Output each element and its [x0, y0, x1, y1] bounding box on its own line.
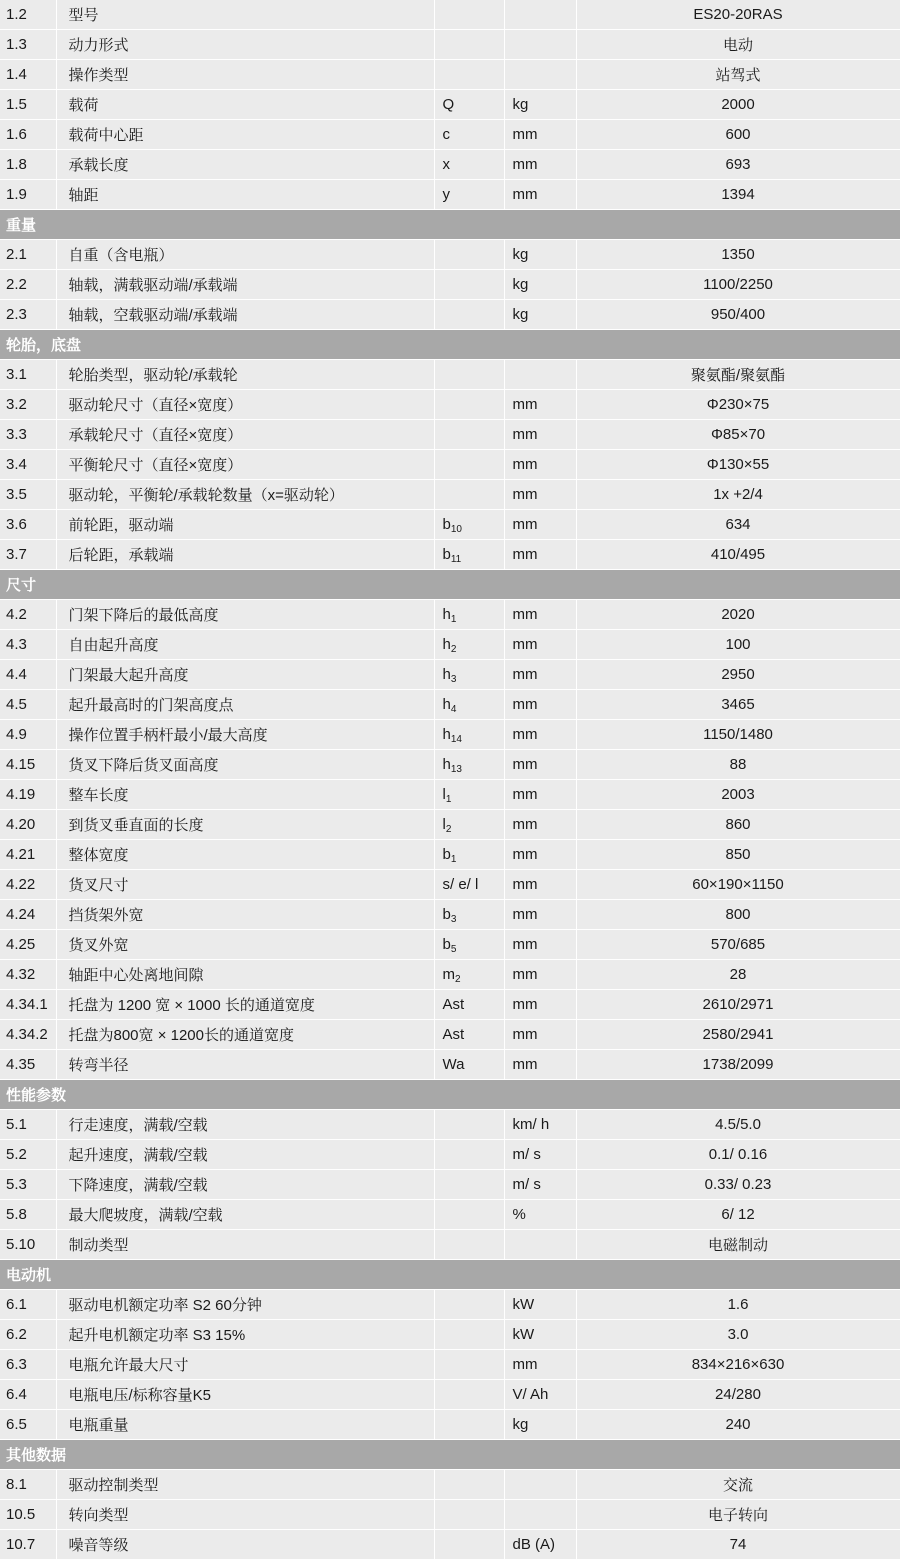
table-row	[0, 1110, 900, 1140]
row-value: 74	[576, 1530, 900, 1560]
row-symbol: c	[434, 120, 504, 150]
row-index: 2.1	[0, 240, 56, 270]
row-description: 门架下降后的最低高度	[56, 600, 434, 630]
row-index: 3.1	[0, 360, 56, 390]
table-row	[0, 1140, 900, 1170]
row-description: 驱动控制类型	[56, 1470, 434, 1500]
row-description: 驱动轮，平衡轮/承载轮数量（x=驱动轮）	[56, 480, 434, 510]
row-description: 门架最大起升高度	[56, 660, 434, 690]
table-row	[0, 780, 900, 810]
row-index: 3.3	[0, 420, 56, 450]
table-row	[0, 360, 900, 390]
row-unit: mm	[504, 750, 576, 780]
table-row	[0, 90, 900, 120]
row-index: 2.3	[0, 300, 56, 330]
row-description: 后轮距，承载端	[56, 540, 434, 570]
row-description: 自由起升高度	[56, 630, 434, 660]
row-unit: mm	[504, 480, 576, 510]
row-description: 托盘为 1200 宽 × 1000 长的通道宽度	[56, 990, 434, 1020]
table-section-header	[0, 570, 900, 600]
table-row	[0, 480, 900, 510]
row-symbol: $l_2$	[434, 810, 504, 840]
section-label: 尺寸	[0, 570, 900, 600]
row-value: 交流	[576, 1470, 900, 1500]
row-description: 货叉外宽	[56, 930, 434, 960]
row-description: 托盘为800宽 × 1200长的通道宽度	[56, 1020, 434, 1050]
row-description: 承载长度	[56, 150, 434, 180]
table-row	[0, 1350, 900, 1380]
table-section-header	[0, 210, 900, 240]
row-value: 850	[576, 840, 900, 870]
row-description: 货叉尺寸	[56, 870, 434, 900]
table-row	[0, 660, 900, 690]
row-value: 693	[576, 150, 900, 180]
row-symbol	[434, 1170, 504, 1200]
row-value: 2610/2971	[576, 990, 900, 1020]
row-unit	[504, 30, 576, 60]
row-value: 24/280	[576, 1380, 900, 1410]
row-symbol	[434, 1200, 504, 1230]
row-value: 28	[576, 960, 900, 990]
table-row	[0, 300, 900, 330]
row-unit: mm	[504, 900, 576, 930]
row-unit: mm	[504, 420, 576, 450]
row-index: 2.2	[0, 270, 56, 300]
row-unit: km/ h	[504, 1110, 576, 1140]
row-unit: mm	[504, 1050, 576, 1080]
row-index: 4.22	[0, 870, 56, 900]
row-unit: m/ s	[504, 1170, 576, 1200]
row-description: 起升最高时的门架高度点	[56, 690, 434, 720]
row-unit: %	[504, 1200, 576, 1230]
row-index: 4.24	[0, 900, 56, 930]
row-symbol	[434, 1380, 504, 1410]
row-symbol	[434, 1410, 504, 1440]
row-unit: kg	[504, 270, 576, 300]
row-description: 驱动轮尺寸（直径×宽度）	[56, 390, 434, 420]
row-value: 1738/2099	[576, 1050, 900, 1080]
row-index: 4.35	[0, 1050, 56, 1080]
row-symbol: x	[434, 150, 504, 180]
row-description: 轴载，空载驱动端/承载端	[56, 300, 434, 330]
row-value: 240	[576, 1410, 900, 1440]
row-unit: mm	[504, 810, 576, 840]
table-row	[0, 510, 900, 540]
table-section-header	[0, 1440, 900, 1470]
table-row	[0, 1170, 900, 1200]
row-description: 动力形式	[56, 30, 434, 60]
row-description: 操作类型	[56, 60, 434, 90]
section-label: 电动机	[0, 1260, 900, 1290]
row-description: 起升电机额定功率 S3 15%	[56, 1320, 434, 1350]
row-symbol	[434, 60, 504, 90]
row-value: 4.5/5.0	[576, 1110, 900, 1140]
row-unit: kg	[504, 240, 576, 270]
row-symbol	[434, 480, 504, 510]
row-index: 5.10	[0, 1230, 56, 1260]
table-row	[0, 960, 900, 990]
table-row	[0, 750, 900, 780]
row-index: 3.5	[0, 480, 56, 510]
row-symbol: $b_3$	[434, 900, 504, 930]
row-symbol: $h_1$	[434, 600, 504, 630]
row-index: 6.2	[0, 1320, 56, 1350]
row-index: 1.4	[0, 60, 56, 90]
row-unit: mm	[504, 600, 576, 630]
row-symbol: $h_3$	[434, 660, 504, 690]
section-label: 重量	[0, 210, 900, 240]
row-value: Φ230×75	[576, 390, 900, 420]
row-index: 4.4	[0, 660, 56, 690]
row-symbol	[434, 30, 504, 60]
row-description: 电瓶电压/标称容量K5	[56, 1380, 434, 1410]
table-row	[0, 990, 900, 1020]
row-index: 4.19	[0, 780, 56, 810]
row-value: 800	[576, 900, 900, 930]
row-value: 站驾式	[576, 60, 900, 90]
row-value: 电动	[576, 30, 900, 60]
row-description: 到货叉垂直面的长度	[56, 810, 434, 840]
row-symbol: $h_{13}$	[434, 750, 504, 780]
table-row	[0, 0, 900, 30]
row-symbol: Wa	[434, 1050, 504, 1080]
row-symbol: $b_{10}$	[434, 510, 504, 540]
table-row	[0, 840, 900, 870]
row-symbol	[434, 360, 504, 390]
row-index: 6.4	[0, 1380, 56, 1410]
row-symbol: $l_1$	[434, 780, 504, 810]
table-row	[0, 60, 900, 90]
row-value: 410/495	[576, 540, 900, 570]
row-unit: mm	[504, 510, 576, 540]
row-index: 1.8	[0, 150, 56, 180]
row-symbol: $h_2$	[434, 630, 504, 660]
table-row	[0, 270, 900, 300]
row-description: 操作位置手柄杆最小/最大高度	[56, 720, 434, 750]
row-description: 行走速度，满载/空载	[56, 1110, 434, 1140]
row-unit: mm	[504, 840, 576, 870]
row-symbol	[434, 390, 504, 420]
row-value: 3465	[576, 690, 900, 720]
row-description: 载荷	[56, 90, 434, 120]
row-unit: kW	[504, 1320, 576, 1350]
row-value: 1x +2/4	[576, 480, 900, 510]
row-unit: kg	[504, 90, 576, 120]
table-row	[0, 600, 900, 630]
row-description: 自重（含电瓶）	[56, 240, 434, 270]
row-symbol	[434, 1110, 504, 1140]
row-index: 5.8	[0, 1200, 56, 1230]
row-unit: mm	[504, 930, 576, 960]
table-row	[0, 1320, 900, 1350]
row-value: 860	[576, 810, 900, 840]
row-index: 4.34.2	[0, 1020, 56, 1050]
row-symbol: s/ e/ l	[434, 870, 504, 900]
row-unit: m/ s	[504, 1140, 576, 1170]
row-index: 1.9	[0, 180, 56, 210]
row-symbol: Ast	[434, 990, 504, 1020]
row-description: 货叉下降后货叉面高度	[56, 750, 434, 780]
row-symbol	[434, 1140, 504, 1170]
row-symbol	[434, 1320, 504, 1350]
row-index: 8.1	[0, 1470, 56, 1500]
table-row	[0, 30, 900, 60]
row-index: 4.34.1	[0, 990, 56, 1020]
row-value: 2950	[576, 660, 900, 690]
row-value: 1100/2250	[576, 270, 900, 300]
row-value: 电磁制动	[576, 1230, 900, 1260]
row-description: 噪音等级	[56, 1530, 434, 1560]
row-value: 950/400	[576, 300, 900, 330]
row-description: 制动类型	[56, 1230, 434, 1260]
row-value: 1350	[576, 240, 900, 270]
row-unit: mm	[504, 450, 576, 480]
row-unit	[504, 60, 576, 90]
table-row	[0, 120, 900, 150]
row-index: 6.1	[0, 1290, 56, 1320]
row-value: 1.6	[576, 1290, 900, 1320]
row-value: 570/685	[576, 930, 900, 960]
row-description: 承载轮尺寸（直径×宽度）	[56, 420, 434, 450]
row-unit	[504, 1470, 576, 1500]
table-row	[0, 420, 900, 450]
table-row	[0, 930, 900, 960]
row-symbol: Q	[434, 90, 504, 120]
row-index: 1.5	[0, 90, 56, 120]
table-row	[0, 870, 900, 900]
table-row	[0, 1230, 900, 1260]
table-row	[0, 690, 900, 720]
row-unit	[504, 0, 576, 30]
row-symbol: $b_{11}$	[434, 540, 504, 570]
row-value: 1394	[576, 180, 900, 210]
row-unit: mm	[504, 780, 576, 810]
table-row	[0, 450, 900, 480]
row-value: 60×190×1150	[576, 870, 900, 900]
row-index: 6.3	[0, 1350, 56, 1380]
table-row	[0, 1020, 900, 1050]
row-value: 2580/2941	[576, 1020, 900, 1050]
row-index: 4.15	[0, 750, 56, 780]
row-unit	[504, 1230, 576, 1260]
row-unit: kg	[504, 300, 576, 330]
row-index: 3.7	[0, 540, 56, 570]
row-unit: mm	[504, 990, 576, 1020]
row-symbol	[434, 420, 504, 450]
row-description: 整体宽度	[56, 840, 434, 870]
row-symbol	[434, 450, 504, 480]
table-row	[0, 900, 900, 930]
row-description: 最大爬坡度，满载/空载	[56, 1200, 434, 1230]
row-description: 轴距中心处离地间隙	[56, 960, 434, 990]
row-description: 载荷中心距	[56, 120, 434, 150]
row-unit: mm	[504, 870, 576, 900]
row-index: 4.25	[0, 930, 56, 960]
row-description: 挡货架外宽	[56, 900, 434, 930]
row-index: 4.21	[0, 840, 56, 870]
row-symbol	[434, 1230, 504, 1260]
table-section-header	[0, 330, 900, 360]
row-description: 驱动电机额定功率 S2 60分钟	[56, 1290, 434, 1320]
row-symbol	[434, 1470, 504, 1500]
row-index: 4.20	[0, 810, 56, 840]
row-description: 轴载，满载驱动端/承载端	[56, 270, 434, 300]
table-row	[0, 1290, 900, 1320]
row-value: Φ130×55	[576, 450, 900, 480]
row-value: 600	[576, 120, 900, 150]
row-symbol: $h_{14}$	[434, 720, 504, 750]
row-index: 10.5	[0, 1500, 56, 1530]
table-row	[0, 390, 900, 420]
row-description: 下降速度，满载/空载	[56, 1170, 434, 1200]
row-unit: mm	[504, 120, 576, 150]
table-section-header	[0, 1260, 900, 1290]
row-value: Φ85×70	[576, 420, 900, 450]
section-label: 轮胎，底盘	[0, 330, 900, 360]
row-value: 634	[576, 510, 900, 540]
table-section-header	[0, 1080, 900, 1110]
row-value: 2000	[576, 90, 900, 120]
row-index: 3.6	[0, 510, 56, 540]
row-value: 6/ 12	[576, 1200, 900, 1230]
row-symbol	[434, 1350, 504, 1380]
table-row	[0, 180, 900, 210]
table-row	[0, 1410, 900, 1440]
table-row	[0, 540, 900, 570]
table-row	[0, 1470, 900, 1500]
row-index: 5.3	[0, 1170, 56, 1200]
row-symbol	[434, 240, 504, 270]
row-value: 100	[576, 630, 900, 660]
row-index: 5.1	[0, 1110, 56, 1140]
row-value: 0.33/ 0.23	[576, 1170, 900, 1200]
row-value: 2003	[576, 780, 900, 810]
table-row	[0, 720, 900, 750]
row-unit: mm	[504, 150, 576, 180]
row-index: 6.5	[0, 1410, 56, 1440]
row-value: ES20-20RAS	[576, 0, 900, 30]
row-symbol: y	[434, 180, 504, 210]
table-row	[0, 1200, 900, 1230]
row-index: 4.2	[0, 600, 56, 630]
row-description: 轮胎类型，驱动轮/承载轮	[56, 360, 434, 390]
row-unit: mm	[504, 1350, 576, 1380]
row-index: 3.4	[0, 450, 56, 480]
row-description: 型号	[56, 0, 434, 30]
row-value: 88	[576, 750, 900, 780]
row-unit: kg	[504, 1410, 576, 1440]
row-symbol: $b_1$	[434, 840, 504, 870]
row-unit: mm	[504, 720, 576, 750]
row-unit: mm	[504, 660, 576, 690]
row-unit: mm	[504, 1020, 576, 1050]
row-description: 转弯半径	[56, 1050, 434, 1080]
row-index: 3.2	[0, 390, 56, 420]
row-unit: mm	[504, 630, 576, 660]
row-unit: kW	[504, 1290, 576, 1320]
row-description: 电瓶重量	[56, 1410, 434, 1440]
table-row	[0, 240, 900, 270]
row-description: 整车长度	[56, 780, 434, 810]
table-row	[0, 1530, 900, 1560]
row-symbol: Ast	[434, 1020, 504, 1050]
row-unit	[504, 1500, 576, 1530]
row-unit: mm	[504, 690, 576, 720]
row-value: 1150/1480	[576, 720, 900, 750]
table-row	[0, 1050, 900, 1080]
row-symbol	[434, 1500, 504, 1530]
row-index: 4.5	[0, 690, 56, 720]
row-description: 转向类型	[56, 1500, 434, 1530]
table-row	[0, 1500, 900, 1530]
row-unit: mm	[504, 390, 576, 420]
table-row	[0, 810, 900, 840]
row-symbol	[434, 300, 504, 330]
row-value: 0.1/ 0.16	[576, 1140, 900, 1170]
row-description: 起升速度，满载/空载	[56, 1140, 434, 1170]
row-index: 1.6	[0, 120, 56, 150]
row-index: 1.2	[0, 0, 56, 30]
row-value: 2020	[576, 600, 900, 630]
row-unit: mm	[504, 540, 576, 570]
row-symbol: $h_4$	[434, 690, 504, 720]
row-description: 轴距	[56, 180, 434, 210]
row-index: 4.3	[0, 630, 56, 660]
row-value: 834×216×630	[576, 1350, 900, 1380]
row-index: 1.3	[0, 30, 56, 60]
row-symbol: $m_2$	[434, 960, 504, 990]
row-value: 电子转向	[576, 1500, 900, 1530]
row-symbol	[434, 1290, 504, 1320]
row-unit: dB (A)	[504, 1530, 576, 1560]
row-symbol	[434, 270, 504, 300]
row-unit	[504, 360, 576, 390]
row-index: 10.7	[0, 1530, 56, 1560]
section-label: 性能参数	[0, 1080, 900, 1110]
table-row	[0, 630, 900, 660]
row-index: 4.32	[0, 960, 56, 990]
row-description: 前轮距，驱动端	[56, 510, 434, 540]
row-unit: V/ Ah	[504, 1380, 576, 1410]
row-symbol: $b_5$	[434, 930, 504, 960]
table-row	[0, 150, 900, 180]
table-row	[0, 1380, 900, 1410]
row-value: 3.0	[576, 1320, 900, 1350]
row-description: 电瓶允许最大尺寸	[56, 1350, 434, 1380]
row-description: 平衡轮尺寸（直径×宽度）	[56, 450, 434, 480]
row-index: 5.2	[0, 1140, 56, 1170]
row-unit: mm	[504, 960, 576, 990]
row-unit: mm	[504, 180, 576, 210]
row-index: 4.9	[0, 720, 56, 750]
row-symbol	[434, 0, 504, 30]
section-label: 其他数据	[0, 1440, 900, 1470]
row-symbol	[434, 1530, 504, 1560]
row-value: 聚氨酯/聚氨酯	[576, 360, 900, 390]
